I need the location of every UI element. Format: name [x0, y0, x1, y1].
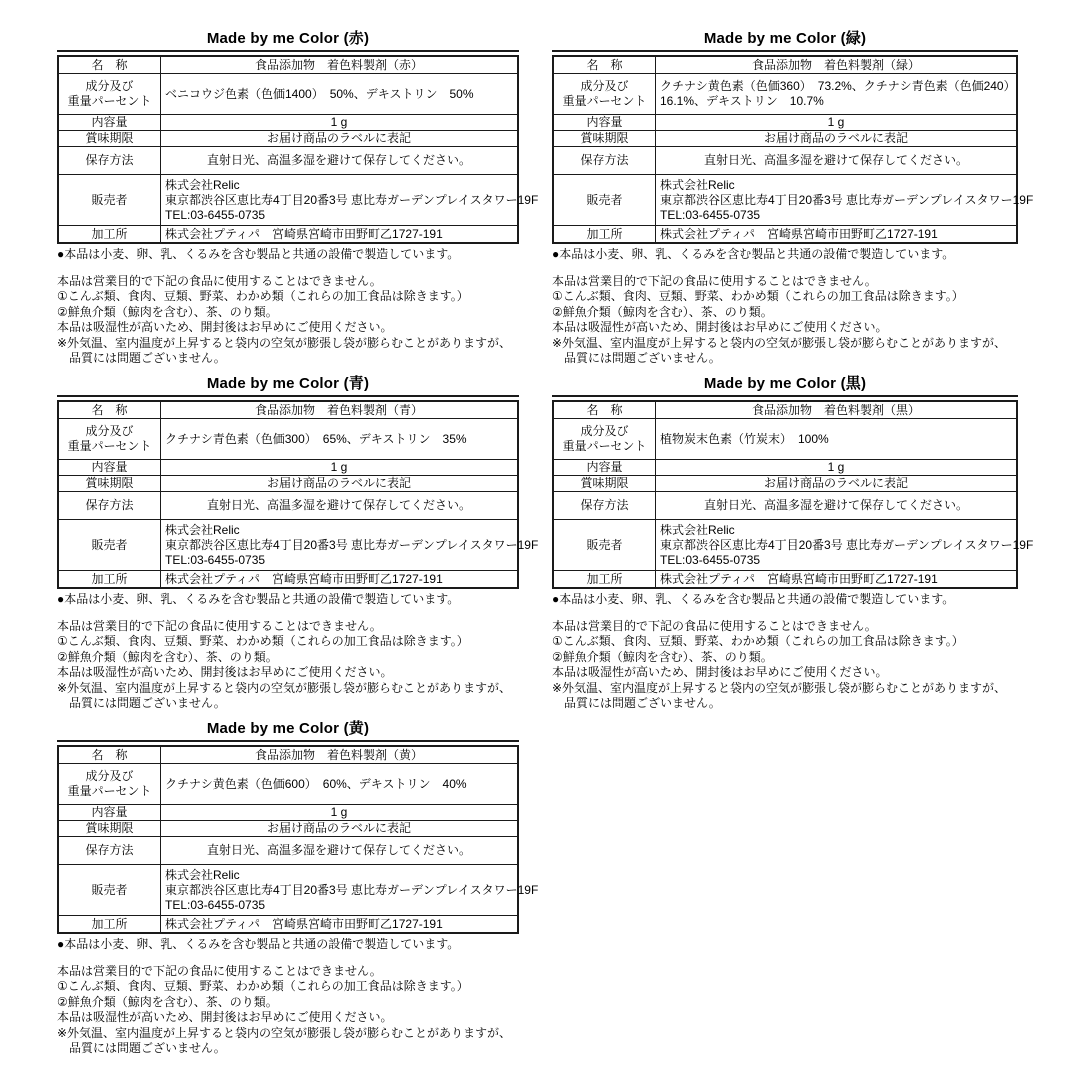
row-label-expiry: 賞味期限: [553, 476, 656, 492]
usage-note-line: 品質には問題ございません。: [57, 351, 226, 366]
ingredients-value: クチナシ黄色素（色価360） 73.2%、クチナシ青色素（色価240）16.1%、デキストリン 10.7%: [656, 74, 1018, 115]
row-label-ingredients: [58, 74, 161, 115]
row-label-content: 内容量: [553, 460, 656, 476]
table-row: [58, 916, 518, 934]
table-row: [58, 56, 518, 74]
row-label-name: 名 称: [553, 56, 656, 74]
table-row: [58, 460, 518, 476]
usage-note-line: 本品は吸湿性が高いため、開封後はお早めにご使用ください。: [552, 320, 888, 335]
row-label-name: 名 称: [58, 746, 161, 764]
usage-note-line: ②鮮魚介類（鯨肉を含む）、茶、のり類。: [552, 649, 773, 664]
row-label-ingredients-line2: 重量パーセント: [67, 94, 152, 108]
usage-note-line: ①こんぶ類、食肉、豆類、野菜、わかめ類（これらの加工食品は除きます。）: [57, 979, 469, 994]
ingredients-value: クチナシ青色素（色価300） 65%、デキストリン 35%: [161, 419, 519, 460]
table-row: [58, 226, 518, 244]
seller-tel: TEL:03-6455-0735: [165, 552, 266, 567]
usage-note-line: ①こんぶ類、食肉、豆類、野菜、わかめ類（これらの加工食品は除きます。）: [552, 289, 964, 304]
spec-table: [57, 400, 539, 589]
row-label-expiry: 賞味期限: [553, 131, 656, 147]
seller-company: 株式会社Relic: [165, 177, 240, 192]
usage-note-line: ①こんぶ類、食肉、豆類、野菜、わかめ類（これらの加工食品は除きます。）: [57, 289, 469, 304]
row-label-seller: 販売者: [58, 175, 161, 226]
seller-company: 株式会社Relic: [165, 867, 240, 882]
storage-value: 直射日光、高温多湿を避けて保存してください。: [656, 492, 1018, 520]
table-row: [58, 147, 518, 175]
storage-value: 直射日光、高温多湿を避けて保存してください。: [161, 147, 519, 175]
table-row: [553, 476, 1017, 492]
row-label-factory: 加工所: [58, 571, 161, 589]
expiry-value: お届け商品のラベルに表記: [161, 131, 519, 147]
label-title: Made by me Color (緑): [552, 27, 1018, 52]
row-label-ingredients-line2: 重量パーセント: [562, 94, 647, 108]
table-row: [553, 115, 1017, 131]
factory-value: 株式会社プティパ 宮崎県宮崎市田野町乙1727-191: [656, 226, 1018, 244]
row-label-ingredients: [58, 764, 161, 805]
product-name-value: 食品添加物 着色料製剤（黒）: [656, 401, 1018, 419]
product-name-value: 食品添加物 着色料製剤（青）: [161, 401, 519, 419]
row-label-expiry: 賞味期限: [58, 476, 161, 492]
row-label-storage: 保存方法: [58, 147, 161, 175]
usage-note-line: ②鮮魚介類（鯨肉を含む）、茶、のり類。: [57, 649, 278, 664]
usage-note-line: ②鮮魚介類（鯨肉を含む）、茶、のり類。: [57, 304, 278, 319]
allergen-note: ●本品は小麦、卵、乳、くるみを含む製品と共通の設備で製造しています。: [552, 247, 955, 261]
table-row: [58, 131, 518, 147]
spec-table: [552, 400, 1034, 589]
ingredients-value: ベニコウジ色素（色価1400） 50%、デキストリン 50%: [161, 74, 519, 115]
table-row: [553, 520, 1017, 571]
seller-tel: TEL:03-6455-0735: [660, 552, 761, 567]
factory-value: 株式会社プティパ 宮崎県宮崎市田野町乙1727-191: [656, 571, 1018, 589]
allergen-note: ●本品は小麦、卵、乳、くるみを含む製品と共通の設備で製造しています。: [57, 247, 460, 261]
product-name-value: 食品添加物 着色料製剤（黄）: [161, 746, 519, 764]
row-label-ingredients: [553, 74, 656, 115]
row-label-storage: 保存方法: [58, 837, 161, 865]
table-row: [58, 419, 518, 460]
seller-value: [656, 520, 1034, 571]
product-name-value: 食品添加物 着色料製剤（緑）: [656, 56, 1018, 74]
usage-note-line: 本品は営業目的で下記の食品に使用することはできません。: [552, 619, 877, 633]
label-card-blue: [57, 372, 539, 711]
usage-note-line: ①こんぶ類、食肉、豆類、野菜、わかめ類（これらの加工食品は除きます。）: [57, 634, 469, 649]
table-row: [58, 746, 518, 764]
product-name-value: 食品添加物 着色料製剤（赤）: [161, 56, 519, 74]
usage-note-line: ※外気温、室内温度が上昇すると袋内の空気が膨張し袋が膨らむことがありますが、: [552, 680, 1007, 695]
content-value: 1 g: [161, 115, 519, 131]
row-label-ingredients-line1: 成分及び: [85, 769, 134, 783]
row-label-factory: 加工所: [58, 226, 161, 244]
seller-address: 東京都渋谷区恵比寿4丁目20番3号 恵比寿ガーデンプレイスタワー19F: [165, 537, 539, 552]
label-title: Made by me Color (青): [57, 372, 519, 397]
usage-notes: [57, 964, 519, 1056]
row-label-name: 名 称: [58, 56, 161, 74]
row-label-name: 名 称: [58, 401, 161, 419]
factory-value: 株式会社プティパ 宮崎県宮崎市田野町乙1727-191: [161, 916, 519, 934]
row-label-expiry: 賞味期限: [58, 821, 161, 837]
table-row: [553, 56, 1017, 74]
row-label-ingredients-line1: 成分及び: [85, 79, 134, 93]
row-label-seller: 販売者: [58, 520, 161, 571]
table-row: [58, 115, 518, 131]
usage-notes: [552, 274, 1018, 366]
usage-note-line: ※外気温、室内温度が上昇すると袋内の空気が膨張し袋が膨らむことがありますが、: [57, 335, 512, 350]
allergen-note: ●本品は小麦、卵、乳、くるみを含む製品と共通の設備で製造しています。: [57, 592, 460, 606]
ingredients-value: クチナシ黄色素（色価600） 60%、デキストリン 40%: [161, 764, 519, 805]
spec-table: [57, 55, 539, 244]
row-label-storage: 保存方法: [553, 147, 656, 175]
content-value: 1 g: [656, 115, 1018, 131]
seller-tel: TEL:03-6455-0735: [660, 207, 761, 222]
table-row: [553, 571, 1017, 589]
row-label-factory: 加工所: [553, 571, 656, 589]
row-label-ingredients-line2: 重量パーセント: [67, 784, 152, 798]
usage-note-line: 本品は吸湿性が高いため、開封後はお早めにご使用ください。: [57, 1010, 393, 1025]
usage-note-line: 本品は営業目的で下記の食品に使用することはできません。: [57, 619, 382, 633]
row-label-factory: 加工所: [553, 226, 656, 244]
usage-note-line: 品質には問題ございません。: [57, 696, 226, 711]
table-row: [58, 476, 518, 492]
spec-table: [57, 745, 539, 934]
row-label-seller: 販売者: [553, 520, 656, 571]
storage-value: 直射日光、高温多湿を避けて保存してください。: [161, 837, 519, 865]
usage-notes: [552, 619, 1018, 711]
table-row: [553, 131, 1017, 147]
table-row: [58, 571, 518, 589]
content-value: 1 g: [656, 460, 1018, 476]
row-label-ingredients-line1: 成分及び: [580, 79, 629, 93]
ingredients-value: 植物炭末色素（竹炭末） 100%: [656, 419, 1018, 460]
table-row: [553, 147, 1017, 175]
row-label-seller: 販売者: [553, 175, 656, 226]
label-card-yellow: [57, 717, 539, 1056]
table-row: [58, 837, 518, 865]
storage-value: 直射日光、高温多湿を避けて保存してください。: [656, 147, 1018, 175]
expiry-value: お届け商品のラベルに表記: [161, 476, 519, 492]
seller-value: [161, 175, 539, 226]
label-card-red: [57, 27, 539, 366]
label-card-black: [552, 372, 1034, 711]
expiry-value: お届け商品のラベルに表記: [656, 476, 1018, 492]
usage-notes: [57, 619, 519, 711]
usage-note-line: ②鮮魚介類（鯨肉を含む）、茶、のり類。: [552, 304, 773, 319]
label-card-green: [552, 27, 1034, 366]
factory-value: 株式会社プティパ 宮崎県宮崎市田野町乙1727-191: [161, 571, 519, 589]
table-row: [58, 401, 518, 419]
row-label-expiry: 賞味期限: [58, 131, 161, 147]
row-label-name: 名 称: [553, 401, 656, 419]
row-label-factory: 加工所: [58, 916, 161, 934]
row-label-storage: 保存方法: [58, 492, 161, 520]
row-label-seller: 販売者: [58, 865, 161, 916]
row-label-content: 内容量: [58, 460, 161, 476]
table-row: [58, 74, 518, 115]
usage-note-line: ※外気温、室内温度が上昇すると袋内の空気が膨張し袋が膨らむことがありますが、: [57, 1025, 512, 1040]
row-label-ingredients-line2: 重量パーセント: [562, 439, 647, 453]
table-row: [58, 764, 518, 805]
seller-value: [161, 520, 539, 571]
usage-note-line: 品質には問題ございません。: [552, 351, 721, 366]
expiry-value: お届け商品のラベルに表記: [161, 821, 519, 837]
storage-value: 直射日光、高温多湿を避けて保存してください。: [161, 492, 519, 520]
usage-note-line: 本品は営業目的で下記の食品に使用することはできません。: [57, 274, 382, 288]
table-row: [553, 175, 1017, 226]
label-title: Made by me Color (黄): [57, 717, 519, 742]
table-row: [553, 401, 1017, 419]
table-row: [553, 74, 1017, 115]
expiry-value: お届け商品のラベルに表記: [656, 131, 1018, 147]
seller-company: 株式会社Relic: [660, 522, 735, 537]
seller-address: 東京都渋谷区恵比寿4丁目20番3号 恵比寿ガーデンプレイスタワー19F: [660, 537, 1034, 552]
seller-company: 株式会社Relic: [660, 177, 735, 192]
table-row: [58, 520, 518, 571]
usage-note-line: ①こんぶ類、食肉、豆類、野菜、わかめ類（これらの加工食品は除きます。）: [552, 634, 964, 649]
table-row: [553, 226, 1017, 244]
seller-value: [656, 175, 1034, 226]
table-row: [553, 460, 1017, 476]
row-label-content: 内容量: [553, 115, 656, 131]
usage-note-line: ※外気温、室内温度が上昇すると袋内の空気が膨張し袋が膨らむことがありますが、: [552, 335, 1007, 350]
table-row: [553, 492, 1017, 520]
row-label-ingredients-line1: 成分及び: [580, 424, 629, 438]
row-label-storage: 保存方法: [553, 492, 656, 520]
usage-note-line: 品質には問題ございません。: [552, 696, 721, 711]
content-value: 1 g: [161, 460, 519, 476]
table-row: [58, 175, 518, 226]
row-label-content: 内容量: [58, 115, 161, 131]
allergen-note: ●本品は小麦、卵、乳、くるみを含む製品と共通の設備で製造しています。: [552, 592, 955, 606]
seller-value: [161, 865, 539, 916]
row-label-ingredients: [58, 419, 161, 460]
usage-note-line: 品質には問題ございません。: [57, 1041, 226, 1056]
seller-company: 株式会社Relic: [165, 522, 240, 537]
seller-tel: TEL:03-6455-0735: [165, 897, 266, 912]
usage-note-line: 本品は営業目的で下記の食品に使用することはできません。: [552, 274, 877, 288]
row-label-content: 内容量: [58, 805, 161, 821]
usage-note-line: 本品は吸湿性が高いため、開封後はお早めにご使用ください。: [57, 320, 393, 335]
row-label-ingredients-line1: 成分及び: [85, 424, 134, 438]
table-row: [58, 805, 518, 821]
usage-note-line: 本品は営業目的で下記の食品に使用することはできません。: [57, 964, 382, 978]
table-row: [58, 821, 518, 837]
usage-notes: [57, 274, 519, 366]
table-row: [553, 419, 1017, 460]
spec-table: [552, 55, 1034, 244]
factory-value: 株式会社プティパ 宮崎県宮崎市田野町乙1727-191: [161, 226, 519, 244]
row-label-ingredients-line2: 重量パーセント: [67, 439, 152, 453]
usage-note-line: ②鮮魚介類（鯨肉を含む）、茶、のり類。: [57, 994, 278, 1009]
usage-note-line: ※外気温、室内温度が上昇すると袋内の空気が膨張し袋が膨らむことがありますが、: [57, 680, 512, 695]
seller-tel: TEL:03-6455-0735: [165, 207, 266, 222]
table-row: [58, 865, 518, 916]
label-title: Made by me Color (黒): [552, 372, 1018, 397]
seller-address: 東京都渋谷区恵比寿4丁目20番3号 恵比寿ガーデンプレイスタワー19F: [660, 192, 1034, 207]
allergen-note: ●本品は小麦、卵、乳、くるみを含む製品と共通の設備で製造しています。: [57, 937, 460, 951]
row-label-ingredients: [553, 419, 656, 460]
content-value: 1 g: [161, 805, 519, 821]
seller-address: 東京都渋谷区恵比寿4丁目20番3号 恵比寿ガーデンプレイスタワー19F: [165, 882, 539, 897]
usage-note-line: 本品は吸湿性が高いため、開封後はお早めにご使用ください。: [552, 665, 888, 680]
usage-note-line: 本品は吸湿性が高いため、開封後はお早めにご使用ください。: [57, 665, 393, 680]
label-title: Made by me Color (赤): [57, 27, 519, 52]
table-row: [58, 492, 518, 520]
seller-address: 東京都渋谷区恵比寿4丁目20番3号 恵比寿ガーデンプレイスタワー19F: [165, 192, 539, 207]
